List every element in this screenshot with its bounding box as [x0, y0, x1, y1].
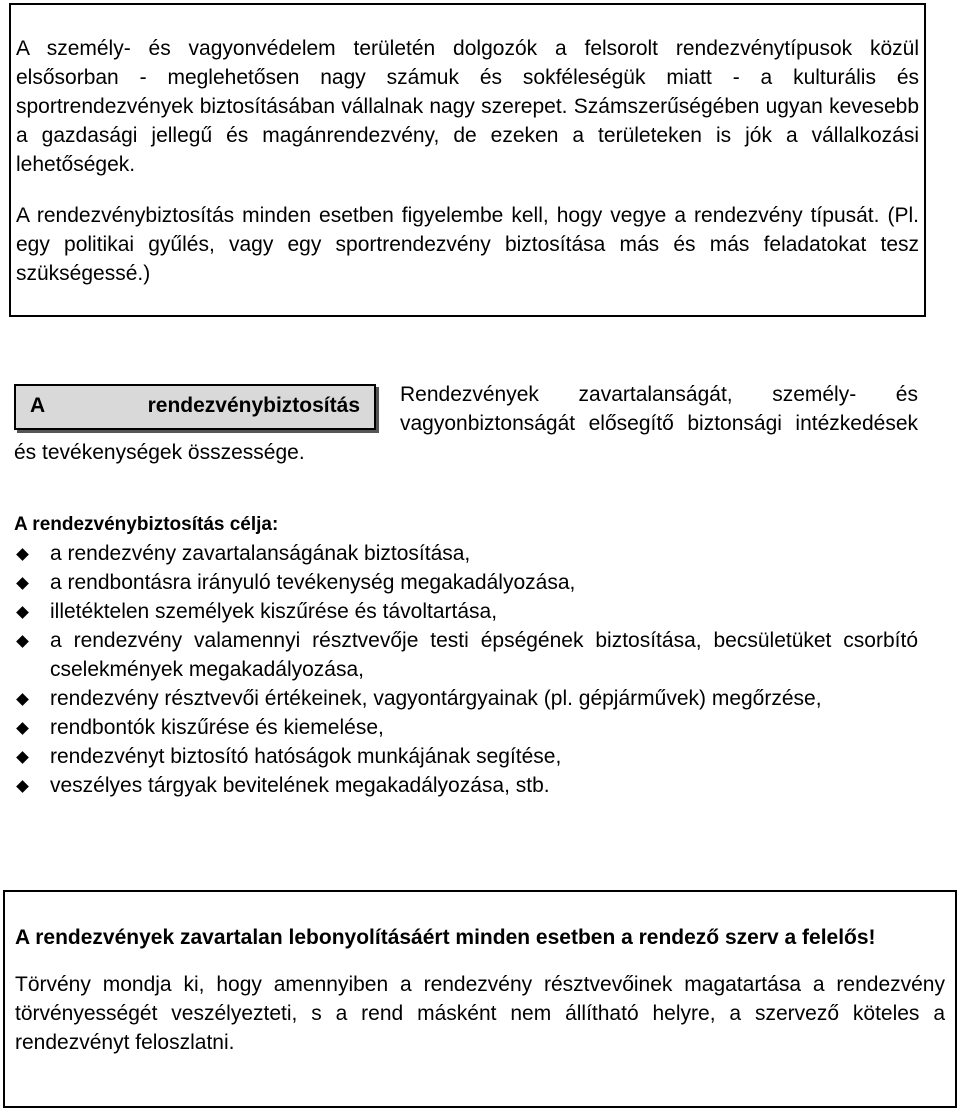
goal-item-text: illetéktelen személyek kiszűrése és távoltartása,: [50, 600, 498, 623]
responsibility-box: [3, 890, 957, 1108]
goals-heading: A rendezvénybiztosítás célja:: [14, 514, 279, 535]
goal-item-text: a rendbontásra irányuló tevékenység megakadályozása,: [50, 571, 576, 594]
goal-item: [14, 539, 918, 568]
definition-label-word-2: rendezvénybiztosítás: [147, 394, 360, 417]
goal-item: [14, 568, 918, 597]
responsibility-statement: A rendezvények zavartalan lebonyolításáért minden esetben a rendező szerv a felelős!: [15, 926, 876, 949]
goal-item-text: rendezvényt biztosító hatóságok munkájának segítése,: [50, 745, 562, 768]
goal-item: [14, 626, 918, 684]
goal-item: [14, 742, 918, 771]
definition-label-box: [14, 384, 376, 430]
goal-item-text: rendezvény résztvevői értékeinek, vagyontárgyainak (pl. gépjárművek) megőrzése,: [50, 687, 822, 710]
goals-section: [14, 510, 918, 800]
definition-text: Rendezvények zavartalanságát, személy- és vagyonbiztonságát elősegítő biztonsági intézkedések és tevékenységek összessége.: [14, 383, 918, 464]
goal-item: [14, 684, 918, 713]
definition-label-word-1: A: [30, 394, 46, 417]
intro-paragraph-2: A rendezvénybiztosítás minden esetben figyelembe kell, hogy vegye a rendezvény típusát. (Pl. egy politikai gyűlés, vagy egy sportrendezvény biztosítása más és más feladatokat tesz szükségessé.): [16, 204, 919, 285]
diamond-bullet-icon: [16, 577, 29, 590]
diamond-bullet-icon: [16, 548, 29, 561]
goal-item: [14, 597, 918, 626]
intro-box: [9, 3, 926, 317]
diamond-bullet-icon: [16, 780, 29, 793]
definition-block: [14, 380, 918, 467]
diamond-bullet-icon: [16, 606, 29, 619]
goal-item-text: rendbontók kiszűrése és kiemelése,: [50, 716, 384, 739]
goal-item-text: veszélyes tárgyak bevitelének megakadályozása, stb.: [50, 774, 550, 797]
goal-item-text: a rendezvény zavartalanságának biztosítása,: [50, 542, 471, 565]
goal-item: [14, 713, 918, 742]
intro-paragraph-1: A személy- és vagyonvédelem területén dolgozók a felsorolt rendezvénytípusok közül elsősorban - meglehetősen nagy számuk és sokféleségük miatt - a kulturális és sportrendezvények biztosításában vállalnak nagy szerepet. Számszerűségében ugyan kevesebb a gazdasági jellegű és magánrendezvény, de ezeken a területeken is jók a vállalkozási lehetőségek.: [16, 37, 919, 176]
goal-item: [14, 771, 918, 800]
diamond-bullet-icon: [16, 751, 29, 764]
responsibility-paragraph: Törvény mondja ki, hogy amennyiben a rendezvény résztvevőinek magatartása a rendezvény törvényességét veszélyezteti, s a rend másként nem állítható helyre, a szervező köteles a rendezvényt feloszlatni.: [15, 973, 945, 1054]
goal-item-text: a rendezvény valamennyi résztvevője testi épségének biztosítása, becsületüket csorbító cselekmények megakadályozása,: [50, 629, 918, 681]
diamond-bullet-icon: [16, 722, 29, 735]
goals-list: [14, 539, 918, 800]
diamond-bullet-icon: [16, 635, 29, 648]
diamond-bullet-icon: [16, 693, 29, 706]
